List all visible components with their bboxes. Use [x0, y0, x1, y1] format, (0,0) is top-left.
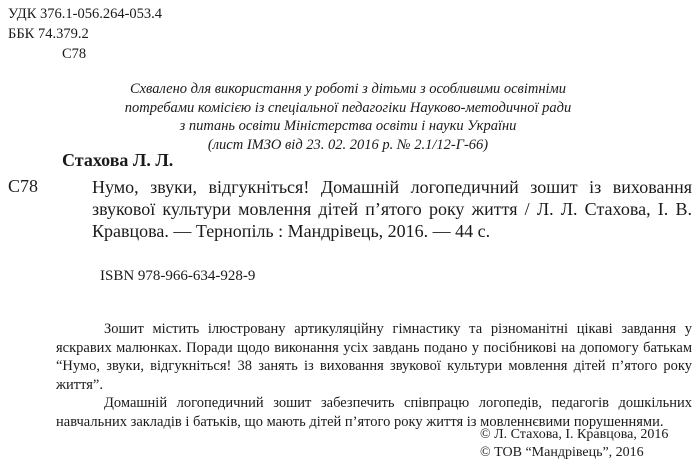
- copyright-publisher: © ТОВ “Мандрівець”, 2016: [480, 445, 644, 460]
- annotation-paragraph: Домашній логопедичний зошит забезпечить співпрацю логопедів, педагогів дошкільних навчальних закладів і батьків, що мають дітей п’ятого року життя із мовленнєвими порушеннями.: [56, 395, 692, 430]
- bibliographic-description: Нумо, звуки, відгукніться! Домашній логопедичний зошит із виховання звукової культури мовлення дітей п’ятого року життя / Л. Л. Стахова, І. В. Кравцова. — Тернопіль : Мандрівець, 2016. — 44 с.: [92, 177, 692, 241]
- approval-line: з питань освіти Міністерства освіти і науки України: [179, 118, 517, 134]
- bbk-index: ББК 74.379.2: [8, 26, 89, 42]
- author-heading: Стахова Л. Л.: [62, 150, 174, 170]
- copyright-authors: © Л. Стахова, І. Кравцова, 2016: [480, 427, 669, 442]
- udk-index: УДК 376.1-056.264-053.4: [8, 6, 163, 22]
- isbn: ISBN 978-966-634-928-9: [100, 268, 256, 284]
- annotation: [56, 320, 692, 431]
- record-code: С78: [8, 176, 39, 196]
- annotation-paragraph: Зошит містить ілюстровану артикуляційну гімнастику та різноманітні цікаві завдання у яскравих малюнках. Поради щодо виконання усіх завдань подано у посібникові на допомогу батькам “Нумо, звуки, відгукніться! 38 занять із виховання звукової культури мовлення дітей п’ятого року життя”.: [56, 321, 692, 393]
- author-mark-code: С78: [62, 46, 87, 62]
- approval-notice: [10, 80, 686, 154]
- approval-line: потребами комісією із спеціальної педагогіки Науково-методичної ради: [124, 99, 572, 116]
- approval-line: (лист ІМЗО від 23. 02. 2016 р. № 2.1/12-Г-66): [207, 136, 489, 153]
- approval-line: Схвалено для використання у роботі з дітьми з особливими освітніми: [129, 81, 567, 97]
